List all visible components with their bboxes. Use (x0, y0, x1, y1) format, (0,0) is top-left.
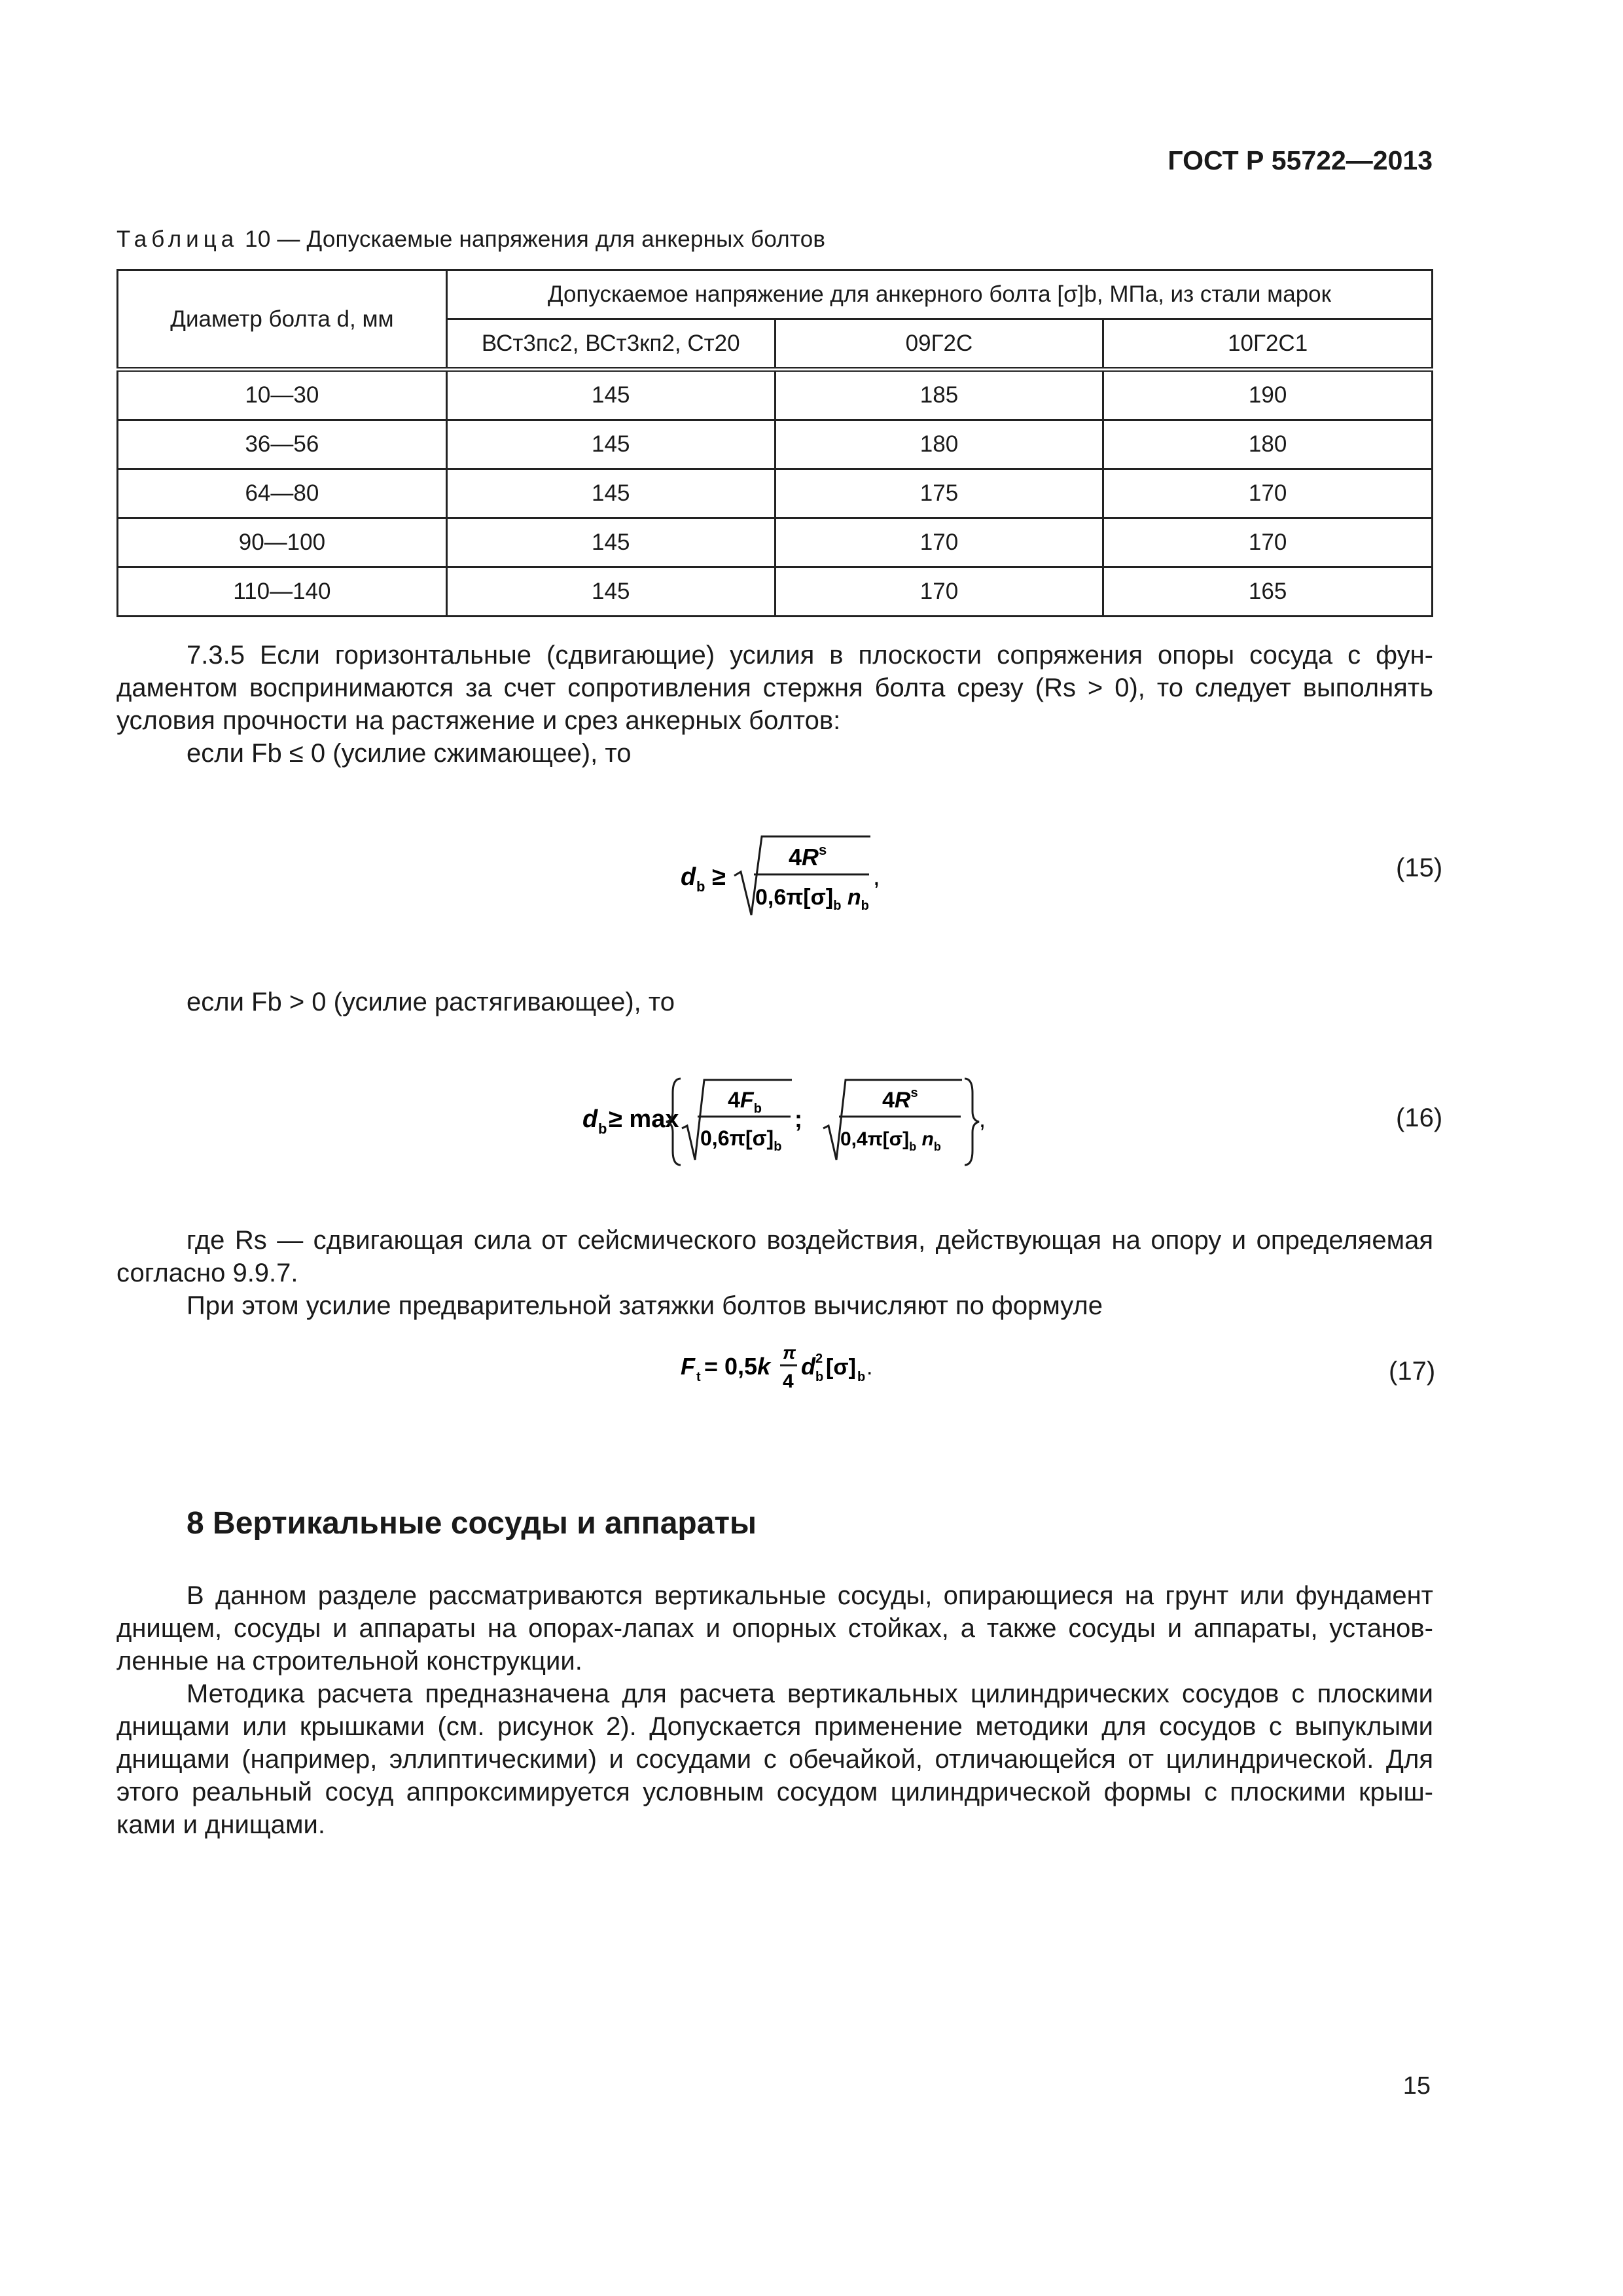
svg-text:≥: ≥ (712, 863, 726, 891)
svg-text:π: π (783, 1342, 796, 1363)
allowable-stress-table (116, 269, 1433, 617)
svg-text:b: b (598, 1121, 607, 1137)
svg-text:≥ max: ≥ max (609, 1105, 679, 1133)
cell-value: 180 (1103, 420, 1433, 469)
svg-text:[σ]: [σ] (826, 1355, 856, 1380)
cell-diameter: 90—100 (118, 518, 447, 567)
svg-text:4Rs: $4R^s$ (882, 1086, 918, 1113)
standard-number: ГОСТ Р 55722—2013 (1168, 145, 1433, 175)
svg-text:0,4π[σ]b nb: $0,4\pi[\sigma]_b$ $n_b$ (840, 1128, 941, 1153)
text-line: условия прочности на растяжение и срез анкерных болтов: (116, 706, 841, 735)
header-bolt-diameter: Диаметр болта d, мм (118, 270, 447, 370)
cell-value: 145 (446, 370, 775, 420)
cell-value: 170 (1103, 469, 1433, 518)
svg-text:d: d (801, 1353, 815, 1380)
table-row (118, 567, 1433, 617)
text-line: ками и днищами. (116, 1810, 325, 1839)
svg-text:4: 4 (783, 1371, 794, 1392)
svg-text:,: , (873, 863, 880, 891)
text-line: согласно 9.9.7. (116, 1259, 298, 1287)
svg-text:b: b (696, 878, 705, 895)
cell-diameter: 36—56 (118, 420, 447, 469)
equation-number-17: (17) (1389, 1357, 1436, 1386)
header-steel-2: 09Г2С (775, 319, 1103, 370)
text-line: 7.3.5 Если горизонтальные (сдвигающие) усилия в плоскости сопряжения опоры сосуда с фун- (187, 641, 1433, 670)
svg-text:4Fb: $4F_b$ (728, 1088, 762, 1116)
condition-compressive: если Fb ≤ 0 (усилие сжимающее), то (187, 739, 632, 768)
svg-text:b: b (857, 1370, 866, 1384)
table-caption-text: 10 — Допускаемые напряжения для анкерных болтов (238, 226, 826, 252)
svg-text:= 0,5k: = 0,5k (704, 1353, 771, 1380)
svg-text:4Rs: $4R^s$ (789, 842, 827, 870)
svg-text:0,6π[σ]b: $0,6\pi[\sigma]_b$ (700, 1126, 782, 1154)
header-allowable-stress: Допускаемое напряжение для анкерного болта [σ]b, МПа, из стали марок (446, 270, 1432, 319)
table-caption-label: Таблица (116, 226, 239, 252)
cell-value: 145 (446, 518, 775, 567)
pretension-text: При этом усилие предварительной затяжки болтов вычисляют по формуле (187, 1291, 1103, 1320)
condition-tensile: если Fb > 0 (усилие растягивающее), то (187, 988, 675, 1016)
cell-value: 180 (775, 420, 1103, 469)
equation-number-15: (15) (1396, 853, 1443, 882)
svg-text:0,6π[σ]b nb: $0,6\pi[\sigma]_b$ $n_b$ (755, 885, 869, 913)
paragraph-where (116, 1224, 1433, 1289)
section-8-heading: 8 Вертикальные сосуды и аппараты (187, 1506, 757, 1541)
cell-value: 170 (775, 567, 1103, 617)
svg-text:;: ; (794, 1105, 802, 1132)
cell-value: 185 (775, 370, 1103, 420)
table-row (118, 469, 1433, 518)
equation-number-16: (16) (1396, 1103, 1443, 1132)
svg-text:t: t (696, 1370, 701, 1384)
formula-16 (582, 1073, 988, 1172)
section-8-paragraph-2 (116, 1677, 1433, 1841)
cell-value: 170 (1103, 518, 1433, 567)
text-line: днищами или крышками (см. рисунок 2). Допускается применение методики для сосудов с выпуклыми (116, 1712, 1433, 1741)
table-caption (116, 226, 825, 253)
table-row (118, 518, 1433, 567)
cell-diameter: 10—30 (118, 370, 447, 420)
cell-value: 170 (775, 518, 1103, 567)
text-line: ленные на строительной конструкции. (116, 1647, 582, 1676)
svg-text:,: , (979, 1105, 986, 1132)
text-line: В данном разделе рассматриваются вертикальные сосуды, опирающиеся на грунт или фундамент (187, 1581, 1433, 1610)
svg-text:F: F (681, 1353, 695, 1380)
svg-text:b: b (815, 1370, 824, 1384)
cell-value: 145 (446, 469, 775, 518)
section-8-paragraph-1 (116, 1579, 1433, 1677)
text-line: этого реальный сосуд аппроксимируется условным сосудом цилиндрической формы с плоскими крыш- (116, 1778, 1433, 1806)
cell-diameter: 110—140 (118, 567, 447, 617)
text-line: днищами (например, эллиптическими) и сосудами с обечайкой, отличающейся от цилиндрической. Для (116, 1745, 1433, 1774)
svg-text:d: d (681, 863, 696, 891)
svg-text:.: . (866, 1355, 873, 1380)
text-line: днищем, сосуды и аппараты на опорах-лапах и опорных стойках, а также сосуды и аппараты, установ- (116, 1614, 1433, 1643)
paragraph-7-3-5 (116, 639, 1433, 737)
text-line: даментом воспринимаются за счет сопротивления стержня болта срезу (Rs > 0), то следует выполнять (116, 673, 1433, 702)
cell-value: 190 (1103, 370, 1433, 420)
table-row (118, 420, 1433, 469)
cell-diameter: 64—80 (118, 469, 447, 518)
page-number: 15 (1402, 2072, 1431, 2100)
formula-17 (681, 1335, 890, 1401)
header-steel-3: 10Г2С1 (1103, 319, 1433, 370)
cell-value: 175 (775, 469, 1103, 518)
cell-value: 145 (446, 567, 775, 617)
svg-text:d: d (582, 1105, 598, 1133)
svg-text:2: 2 (815, 1352, 823, 1366)
header-steel-1: ВСт3пс2, ВСт3кп2, Ст20 (446, 319, 775, 370)
text-line: Методика расчета предназначена для расчета вертикальных цилиндрических сосудов с плоскими (187, 1679, 1433, 1708)
text-line: где Rs — сдвигающая сила от сейсмического воздействия, действующая на опору и определяемая (187, 1226, 1433, 1255)
cell-value: 145 (446, 420, 775, 469)
cell-value: 165 (1103, 567, 1433, 617)
formula-15 (681, 831, 897, 923)
table-row (118, 370, 1433, 420)
